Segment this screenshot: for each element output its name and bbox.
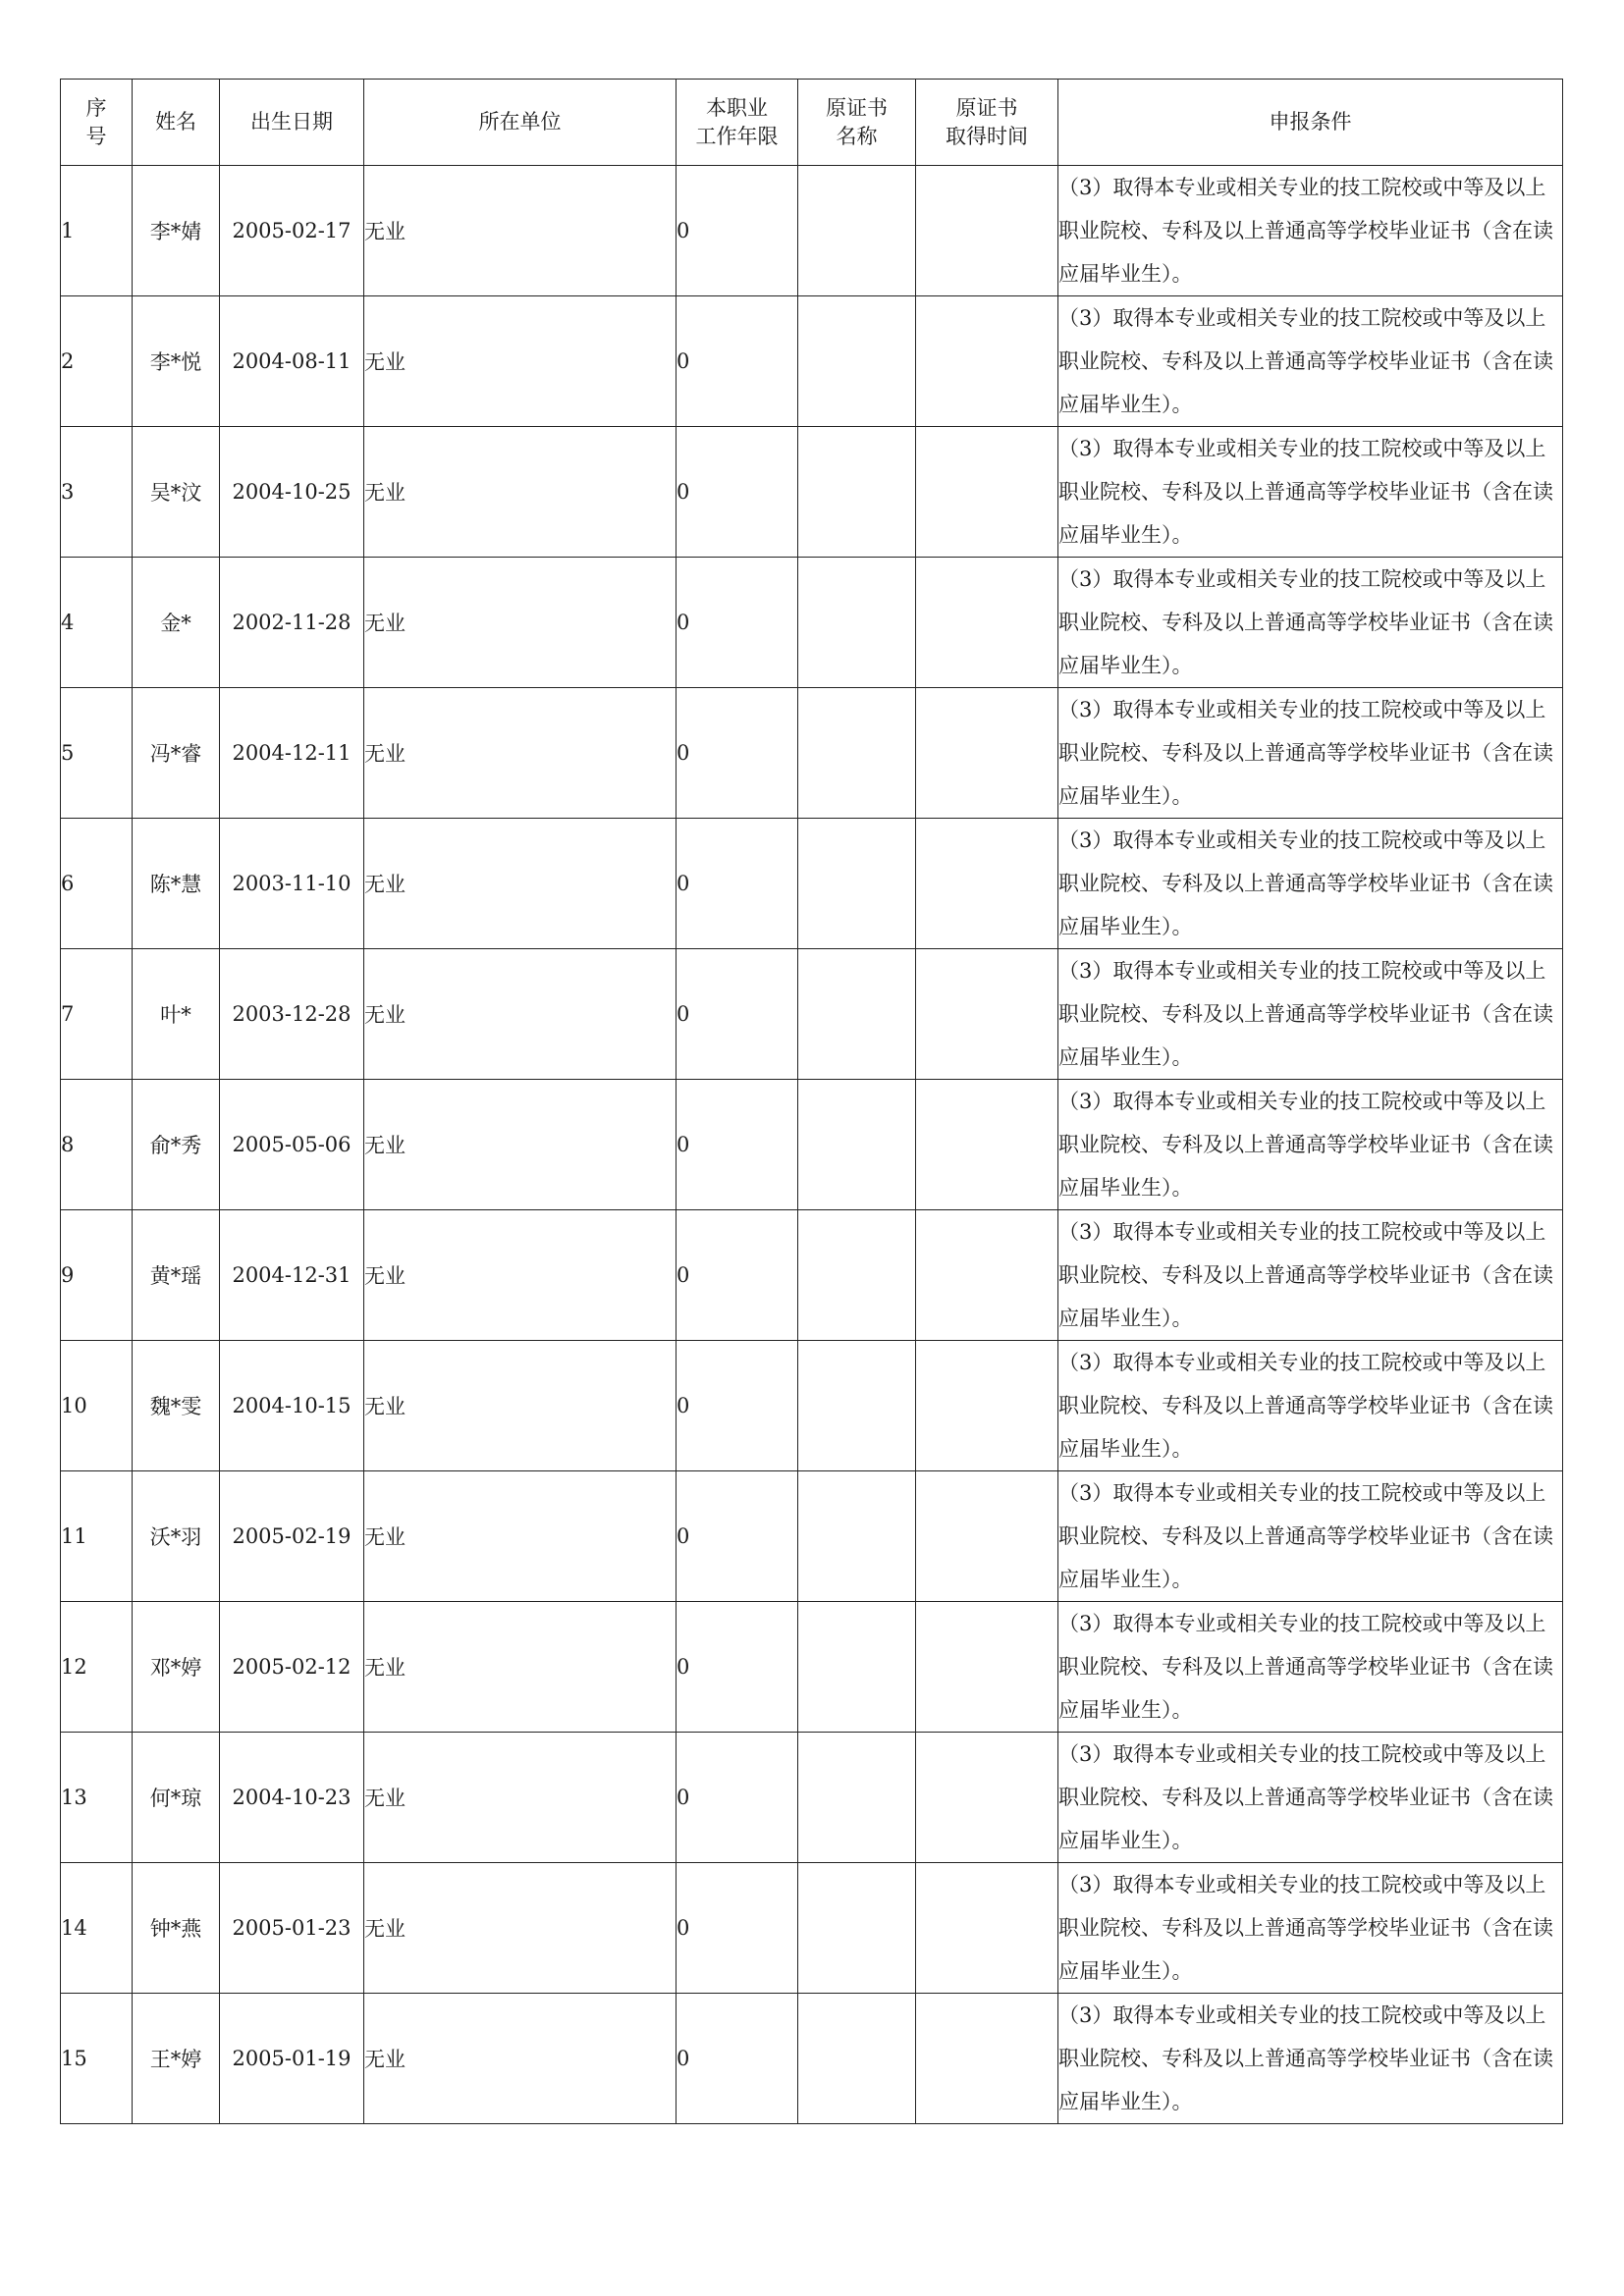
row-condition: （3）取得本专业或相关专业的技工院校或中等及以上职业院校、专科及以上普通高等学校毕业证书（含在读应届毕业生）。 xyxy=(1058,1994,1563,2124)
row-work-years: 0 xyxy=(677,1863,798,1994)
row-cert-name xyxy=(798,1341,916,1471)
header-seq-line2: 号 xyxy=(85,124,107,148)
row-name: 叶* xyxy=(133,949,220,1080)
row-cert-time xyxy=(916,1210,1058,1341)
row-seq: 12 xyxy=(61,1602,133,1733)
row-seq: 1 xyxy=(61,166,133,296)
row-unit: 无业 xyxy=(364,1863,677,1994)
row-name: 沃*羽 xyxy=(133,1471,220,1602)
row-seq: 3 xyxy=(61,427,133,558)
header-cert-time-line2: 取得时间 xyxy=(946,124,1028,148)
table-row xyxy=(61,1210,1563,1341)
row-condition: （3）取得本专业或相关专业的技工院校或中等及以上职业院校、专科及以上普通高等学校毕业证书（含在读应届毕业生）。 xyxy=(1058,819,1563,949)
row-seq: 11 xyxy=(61,1471,133,1602)
table-row xyxy=(61,1471,1563,1602)
row-cert-time xyxy=(916,1341,1058,1471)
row-birth-date: 2003-11-10 xyxy=(220,819,364,949)
row-name: 王*婷 xyxy=(133,1994,220,2124)
row-condition: （3）取得本专业或相关专业的技工院校或中等及以上职业院校、专科及以上普通高等学校毕业证书（含在读应届毕业生）。 xyxy=(1058,1341,1563,1471)
row-unit: 无业 xyxy=(364,1994,677,2124)
row-cert-name xyxy=(798,427,916,558)
row-unit: 无业 xyxy=(364,1080,677,1210)
row-birth-date: 2004-10-23 xyxy=(220,1733,364,1863)
row-cert-time xyxy=(916,1994,1058,2124)
row-seq: 6 xyxy=(61,819,133,949)
table-row xyxy=(61,1733,1563,1863)
header-years-line2: 工作年限 xyxy=(695,124,779,148)
table-row xyxy=(61,949,1563,1080)
row-work-years: 0 xyxy=(677,1471,798,1602)
row-unit: 无业 xyxy=(364,558,677,688)
row-cert-time xyxy=(916,949,1058,1080)
row-condition: （3）取得本专业或相关专业的技工院校或中等及以上职业院校、专科及以上普通高等学校毕业证书（含在读应届毕业生）。 xyxy=(1058,558,1563,688)
row-work-years: 0 xyxy=(677,296,798,427)
header-cert-name-line1: 原证书 xyxy=(826,95,888,120)
row-work-years: 0 xyxy=(677,1994,798,2124)
row-cert-name xyxy=(798,296,916,427)
row-work-years: 0 xyxy=(677,688,798,819)
row-birth-date: 2005-02-17 xyxy=(220,166,364,296)
row-cert-name xyxy=(798,1210,916,1341)
row-birth-date: 2004-10-25 xyxy=(220,427,364,558)
row-cert-time xyxy=(916,1602,1058,1733)
row-cert-time xyxy=(916,1471,1058,1602)
row-work-years: 0 xyxy=(677,166,798,296)
header-cert-name xyxy=(798,80,916,166)
row-cert-name xyxy=(798,558,916,688)
row-cert-name xyxy=(798,166,916,296)
row-unit: 无业 xyxy=(364,949,677,1080)
row-birth-date: 2004-08-11 xyxy=(220,296,364,427)
row-cert-name xyxy=(798,1471,916,1602)
row-condition: （3）取得本专业或相关专业的技工院校或中等及以上职业院校、专科及以上普通高等学校毕业证书（含在读应届毕业生）。 xyxy=(1058,1733,1563,1863)
row-condition: （3）取得本专业或相关专业的技工院校或中等及以上职业院校、专科及以上普通高等学校毕业证书（含在读应届毕业生）。 xyxy=(1058,688,1563,819)
row-cert-time xyxy=(916,688,1058,819)
row-cert-name xyxy=(798,1080,916,1210)
row-cert-time xyxy=(916,427,1058,558)
header-cert-time xyxy=(916,80,1058,166)
table-row xyxy=(61,427,1563,558)
header-name: 姓名 xyxy=(133,80,220,166)
row-birth-date: 2005-02-12 xyxy=(220,1602,364,1733)
row-name: 金* xyxy=(133,558,220,688)
row-seq: 9 xyxy=(61,1210,133,1341)
row-birth-date: 2005-01-19 xyxy=(220,1994,364,2124)
row-birth-date: 2002-11-28 xyxy=(220,558,364,688)
row-unit: 无业 xyxy=(364,296,677,427)
row-seq: 8 xyxy=(61,1080,133,1210)
row-seq: 10 xyxy=(61,1341,133,1471)
row-birth-date: 2004-12-31 xyxy=(220,1210,364,1341)
row-seq: 4 xyxy=(61,558,133,688)
row-seq: 14 xyxy=(61,1863,133,1994)
row-cert-time xyxy=(916,819,1058,949)
row-name: 魏*雯 xyxy=(133,1341,220,1471)
header-cert-name-line2: 名称 xyxy=(836,124,878,148)
row-cert-time xyxy=(916,1080,1058,1210)
row-name: 邓*婷 xyxy=(133,1602,220,1733)
table-row xyxy=(61,1994,1563,2124)
row-cert-name xyxy=(798,819,916,949)
header-years xyxy=(677,80,798,166)
row-work-years: 0 xyxy=(677,1602,798,1733)
applicant-table xyxy=(60,79,1563,2124)
row-cert-time xyxy=(916,1733,1058,1863)
row-cert-time xyxy=(916,1863,1058,1994)
table-row xyxy=(61,166,1563,296)
row-name: 李*婧 xyxy=(133,166,220,296)
row-unit: 无业 xyxy=(364,166,677,296)
row-name: 冯*睿 xyxy=(133,688,220,819)
row-birth-date: 2005-05-06 xyxy=(220,1080,364,1210)
row-unit: 无业 xyxy=(364,1733,677,1863)
table-row xyxy=(61,558,1563,688)
row-seq: 13 xyxy=(61,1733,133,1863)
row-name: 李*悦 xyxy=(133,296,220,427)
row-work-years: 0 xyxy=(677,558,798,688)
row-birth-date: 2004-12-11 xyxy=(220,688,364,819)
row-cert-name xyxy=(798,1602,916,1733)
row-work-years: 0 xyxy=(677,1080,798,1210)
row-birth-date: 2004-10-15 xyxy=(220,1341,364,1471)
row-work-years: 0 xyxy=(677,1733,798,1863)
table-row xyxy=(61,1602,1563,1733)
row-condition: （3）取得本专业或相关专业的技工院校或中等及以上职业院校、专科及以上普通高等学校毕业证书（含在读应届毕业生）。 xyxy=(1058,1863,1563,1994)
row-work-years: 0 xyxy=(677,1341,798,1471)
row-condition: （3）取得本专业或相关专业的技工院校或中等及以上职业院校、专科及以上普通高等学校毕业证书（含在读应届毕业生）。 xyxy=(1058,1602,1563,1733)
row-cert-time xyxy=(916,558,1058,688)
row-unit: 无业 xyxy=(364,1471,677,1602)
row-unit: 无业 xyxy=(364,427,677,558)
row-seq: 2 xyxy=(61,296,133,427)
row-seq: 15 xyxy=(61,1994,133,2124)
row-cert-time xyxy=(916,296,1058,427)
row-cert-name xyxy=(798,1994,916,2124)
header-birth: 出生日期 xyxy=(220,80,364,166)
row-birth-date: 2005-02-19 xyxy=(220,1471,364,1602)
table-row xyxy=(61,1080,1563,1210)
row-condition: （3）取得本专业或相关专业的技工院校或中等及以上职业院校、专科及以上普通高等学校毕业证书（含在读应届毕业生）。 xyxy=(1058,166,1563,296)
row-condition: （3）取得本专业或相关专业的技工院校或中等及以上职业院校、专科及以上普通高等学校毕业证书（含在读应届毕业生）。 xyxy=(1058,1080,1563,1210)
row-name: 黄*瑶 xyxy=(133,1210,220,1341)
table-row xyxy=(61,296,1563,427)
row-birth-date: 2003-12-28 xyxy=(220,949,364,1080)
row-name: 吴*汶 xyxy=(133,427,220,558)
header-seq-line1: 序 xyxy=(85,95,107,120)
row-unit: 无业 xyxy=(364,1210,677,1341)
row-cert-name xyxy=(798,1863,916,1994)
row-condition: （3）取得本专业或相关专业的技工院校或中等及以上职业院校、专科及以上普通高等学校毕业证书（含在读应届毕业生）。 xyxy=(1058,427,1563,558)
table-row xyxy=(61,1863,1563,1994)
row-name: 陈*慧 xyxy=(133,819,220,949)
row-work-years: 0 xyxy=(677,1210,798,1341)
header-condition: 申报条件 xyxy=(1058,80,1563,166)
row-work-years: 0 xyxy=(677,427,798,558)
row-unit: 无业 xyxy=(364,688,677,819)
row-cert-name xyxy=(798,688,916,819)
header-seq xyxy=(61,80,133,166)
table-body xyxy=(61,166,1563,2124)
row-condition: （3）取得本专业或相关专业的技工院校或中等及以上职业院校、专科及以上普通高等学校毕业证书（含在读应届毕业生）。 xyxy=(1058,1471,1563,1602)
row-unit: 无业 xyxy=(364,1602,677,1733)
header-cert-time-line1: 原证书 xyxy=(955,95,1018,120)
table-row xyxy=(61,819,1563,949)
row-condition: （3）取得本专业或相关专业的技工院校或中等及以上职业院校、专科及以上普通高等学校毕业证书（含在读应届毕业生）。 xyxy=(1058,296,1563,427)
row-seq: 7 xyxy=(61,949,133,1080)
header-years-line1: 本职业 xyxy=(706,95,768,120)
row-unit: 无业 xyxy=(364,819,677,949)
row-seq: 5 xyxy=(61,688,133,819)
row-cert-time xyxy=(916,166,1058,296)
row-condition: （3）取得本专业或相关专业的技工院校或中等及以上职业院校、专科及以上普通高等学校毕业证书（含在读应届毕业生）。 xyxy=(1058,1210,1563,1341)
row-cert-name xyxy=(798,949,916,1080)
table-header-row xyxy=(61,80,1563,166)
header-unit: 所在单位 xyxy=(364,80,677,166)
row-work-years: 0 xyxy=(677,949,798,1080)
row-birth-date: 2005-01-23 xyxy=(220,1863,364,1994)
row-name: 钟*燕 xyxy=(133,1863,220,1994)
row-unit: 无业 xyxy=(364,1341,677,1471)
table-row xyxy=(61,688,1563,819)
row-work-years: 0 xyxy=(677,819,798,949)
row-name: 何*琼 xyxy=(133,1733,220,1863)
table-row xyxy=(61,1341,1563,1471)
row-name: 俞*秀 xyxy=(133,1080,220,1210)
row-cert-name xyxy=(798,1733,916,1863)
row-condition: （3）取得本专业或相关专业的技工院校或中等及以上职业院校、专科及以上普通高等学校毕业证书（含在读应届毕业生）。 xyxy=(1058,949,1563,1080)
